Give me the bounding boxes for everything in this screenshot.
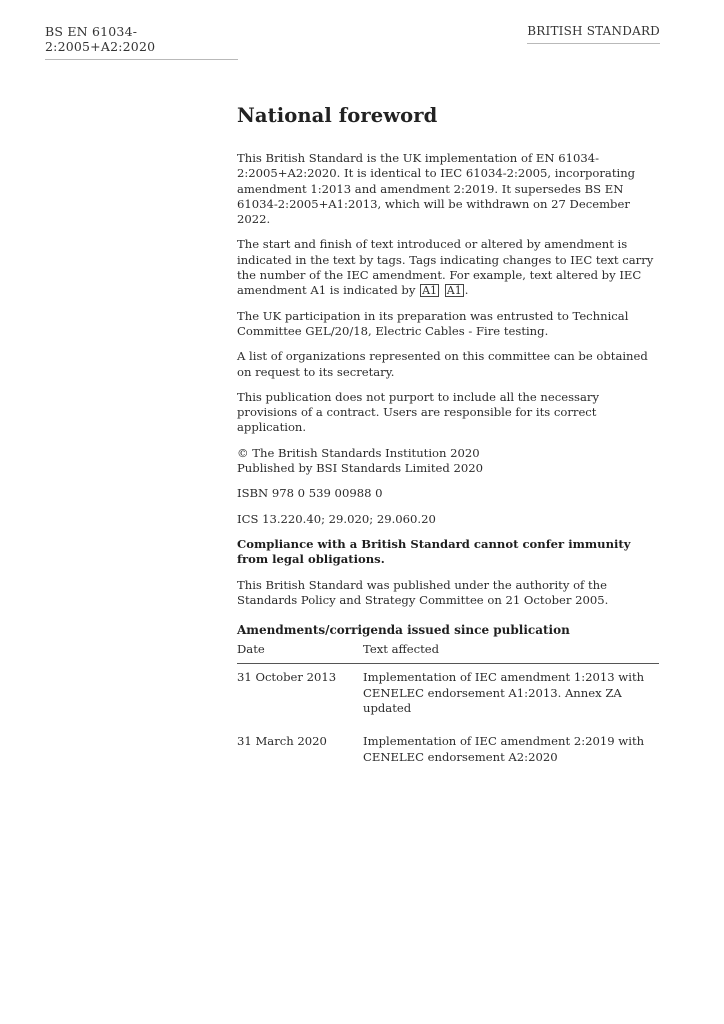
disclaimer-paragraph: This publication does not purport to include all the necessary provisions of a contract. Users are responsible for its correct application.: [237, 389, 599, 435]
copyright-line: © The British Standards Institution 2020: [237, 445, 480, 460]
amendments-heading: Amendments/corrigenda issued since publication: [237, 623, 570, 638]
ics-codes: ICS 13.220.40; 29.020; 29.060.20: [237, 511, 436, 526]
running-header: [0, 0, 724, 54]
isbn: ISBN 978 0 539 00988 0: [237, 486, 383, 501]
amendment-text: Implementation of IEC amendment 1:2013 with CENELEC endorsement A1:2013. Annex ZA updated: [363, 670, 645, 716]
amendment-start-tag-icon: A1: [422, 284, 438, 298]
amendment-tags-text: The start and finish of text introduced or altered by amendment is indicated in the text by tags. Tags indicating changes to IEC text carry the number of the IEC amendment. For example, text altered by IEC amendment A1 is indicated by: [237, 237, 654, 298]
amendment-date: 31 March 2020: [237, 734, 327, 749]
amendment-tags-text-end: .: [464, 283, 469, 298]
table-row: [237, 728, 659, 777]
committee-paragraph: The UK participation in its preparation was entrusted to Technical Committee GEL/20/18, Electric Cables - Fire testing.: [237, 308, 629, 338]
table-header-row: [237, 642, 659, 664]
compliance-statement: Compliance with a British Standard cannot confer immunity from legal obligations.: [237, 536, 631, 567]
table-row: [237, 664, 659, 728]
page-title: National foreword: [237, 104, 438, 127]
column-header-text-affected: Text affected: [363, 642, 659, 664]
organizations-paragraph: A list of organizations represented on this committee can be obtained on request to its secretary.: [237, 349, 648, 379]
amendment-tags-paragraph: [237, 237, 659, 298]
copyright-block: [237, 446, 659, 477]
document-code: BS EN 61034-2:2005+A2:2020: [45, 24, 238, 60]
column-header-date: Date: [237, 642, 363, 664]
publisher-line: Published by BSI Standards Limited 2020: [237, 461, 484, 476]
amendment-end-tag-icon: A1: [446, 284, 462, 298]
amendments-table: [237, 642, 659, 777]
authority-paragraph: This British Standard was published under the authority of the Standards Policy and Strategy Committee on 21 October 2005.: [237, 577, 609, 607]
implementation-paragraph: This British Standard is the UK implementation of EN 61034-2:2005+A2:2020. It is identical to IEC 61034-2:2005, incorporating amendment 1:2013 and amendment 2:2019. It supersedes BS EN 61034-2:2005+A1:2013, which will be withdrawn on 27 December 2022.: [237, 151, 636, 227]
amendment-text: Implementation of IEC amendment 2:2019 with CENELEC endorsement A2:2020: [363, 734, 645, 764]
page-content: [237, 104, 659, 777]
document-type-label: BRITISH STANDARD: [527, 24, 660, 44]
amendment-date: 31 October 2013: [237, 670, 337, 685]
